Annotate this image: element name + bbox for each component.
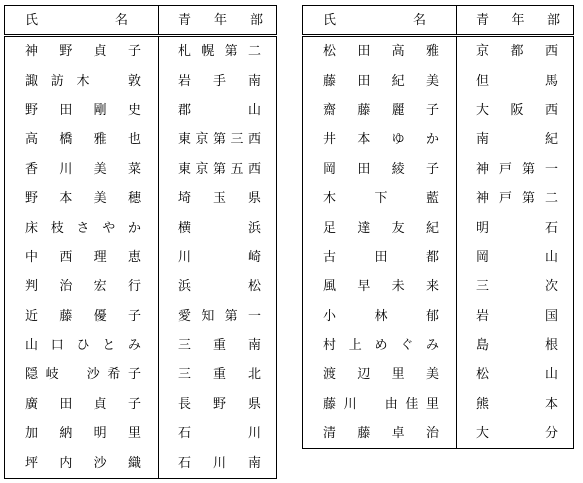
member-dept: 但 馬 [457, 66, 574, 95]
member-row [5, 448, 277, 478]
member-name: 村 上 め ぐ み [303, 331, 457, 360]
member-row [303, 243, 574, 272]
member-row [5, 213, 277, 242]
roster-table-left [4, 5, 277, 479]
member-name: 風 早 未 来 [303, 272, 457, 301]
member-dept: 京 都 西 [457, 36, 574, 67]
member-name: 藤 川 由 佳 里 [303, 390, 457, 419]
member-dept: 大 阪 西 [457, 96, 574, 125]
member-name: 香 川 美 菜 [5, 155, 159, 184]
member-name: 高 橋 雅 也 [5, 125, 159, 154]
member-dept: 川 崎 [159, 243, 277, 272]
member-dept: 岡 山 [457, 243, 574, 272]
member-name: 藤 田 紀 美 [303, 66, 457, 95]
member-row [303, 360, 574, 389]
member-row [5, 66, 277, 95]
member-dept: 横 浜 [159, 213, 277, 242]
member-dept: 三 重 南 [159, 331, 277, 360]
member-row [5, 360, 277, 389]
member-row [303, 155, 574, 184]
member-row [5, 125, 277, 154]
member-row [303, 302, 574, 331]
header-row [303, 6, 574, 36]
roster-table-right [302, 5, 574, 449]
member-name: 渡 辺 里 美 [303, 360, 457, 389]
member-name: 諏 訪 木 敦 [5, 66, 159, 95]
member-row [303, 36, 574, 67]
member-row [303, 125, 574, 154]
member-row [5, 302, 277, 331]
member-row [303, 184, 574, 213]
member-row [303, 419, 574, 449]
member-name: 坪 内 沙 織 [5, 448, 159, 478]
member-name: 近 藤 優 子 [5, 302, 159, 331]
member-dept: 島 根 [457, 331, 574, 360]
member-name: 判 治 宏 行 [5, 272, 159, 301]
header-row [5, 6, 277, 36]
name-column-header: 氏 名 [303, 6, 457, 36]
member-name: 古 田 都 [303, 243, 457, 272]
member-name: 隠 岐 沙 希 子 [5, 360, 159, 389]
member-name: 清 藤 卓 治 [303, 419, 457, 449]
member-dept: 松 山 [457, 360, 574, 389]
member-row [5, 184, 277, 213]
member-name: 野 田 剛 史 [5, 96, 159, 125]
member-row [303, 331, 574, 360]
member-name: 岡 田 綾 子 [303, 155, 457, 184]
member-dept: 札 幌 第 二 [159, 36, 277, 67]
member-dept: 三 次 [457, 272, 574, 301]
member-dept: 長 野 県 [159, 390, 277, 419]
member-name: 足 達 友 紀 [303, 213, 457, 242]
member-dept: 南 紀 [457, 125, 574, 154]
dept-column-header: 青 年 部 [159, 6, 277, 36]
member-dept: 東 京 第 五 西 [159, 155, 277, 184]
member-row [5, 331, 277, 360]
member-row [303, 272, 574, 301]
member-name: 加 納 明 里 [5, 419, 159, 448]
member-dept: 郡 山 [159, 96, 277, 125]
member-dept: 埼 玉 県 [159, 184, 277, 213]
member-name: 松 田 高 雅 [303, 36, 457, 67]
member-dept: 石 川 南 [159, 448, 277, 478]
member-name: 木 下 藍 [303, 184, 457, 213]
member-dept: 浜 松 [159, 272, 277, 301]
member-name: 神 野 貞 子 [5, 36, 159, 67]
member-row [5, 243, 277, 272]
member-dept: 熊 本 [457, 390, 574, 419]
member-dept: 石 川 [159, 419, 277, 448]
member-name: 小 林 郁 [303, 302, 457, 331]
member-name: 床 枝 さ や か [5, 213, 159, 242]
member-dept: 岩 国 [457, 302, 574, 331]
member-name: 廣 田 貞 子 [5, 390, 159, 419]
member-row [303, 66, 574, 95]
member-dept: 神 戸 第 一 [457, 155, 574, 184]
member-name: 井 本 ゆ か [303, 125, 457, 154]
member-row [5, 390, 277, 419]
member-row [5, 272, 277, 301]
member-dept: 三 重 北 [159, 360, 277, 389]
member-name: 中 西 理 恵 [5, 243, 159, 272]
member-dept: 明 石 [457, 213, 574, 242]
member-dept: 大 分 [457, 419, 574, 449]
name-column-header: 氏 名 [5, 6, 159, 36]
member-name: 山 口 ひ と み [5, 331, 159, 360]
member-row [303, 96, 574, 125]
member-name: 野 本 美 穂 [5, 184, 159, 213]
member-dept: 愛 知 第 一 [159, 302, 277, 331]
member-row [5, 96, 277, 125]
member-dept: 岩 手 南 [159, 66, 277, 95]
dept-column-header: 青 年 部 [457, 6, 574, 36]
member-row [5, 155, 277, 184]
member-dept: 神 戸 第 二 [457, 184, 574, 213]
member-row [5, 36, 277, 67]
member-row [303, 213, 574, 242]
member-dept: 東 京 第 三 西 [159, 125, 277, 154]
member-row [303, 390, 574, 419]
member-row [5, 419, 277, 448]
member-name: 齋 藤 麗 子 [303, 96, 457, 125]
